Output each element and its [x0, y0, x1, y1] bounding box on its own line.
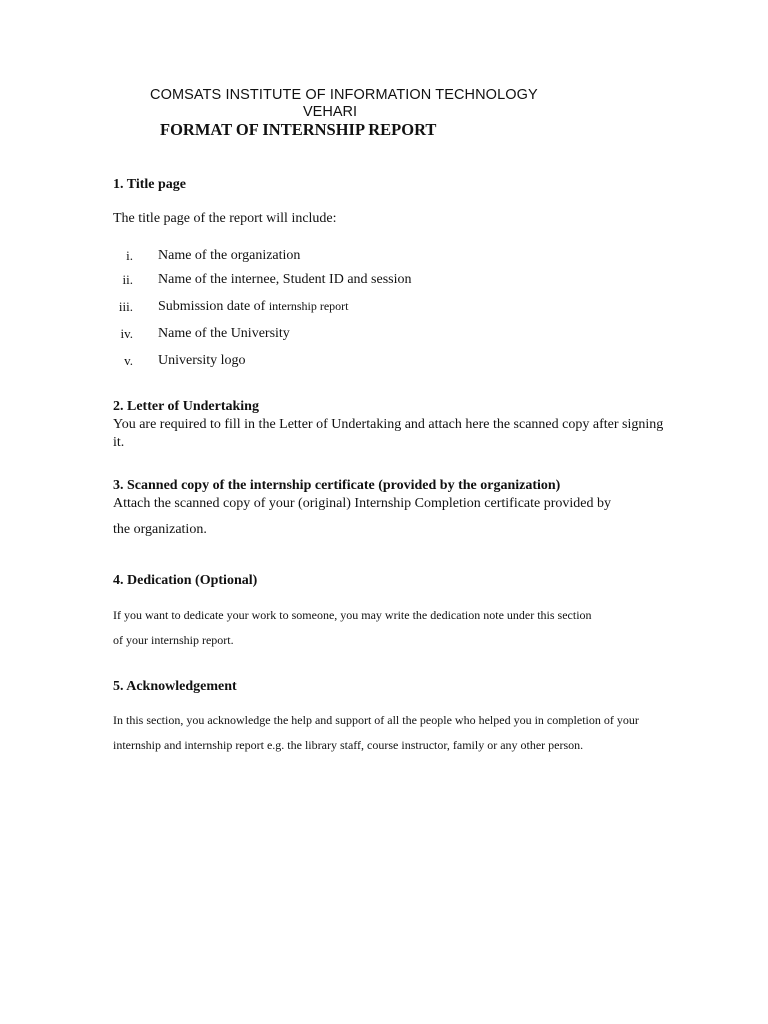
section-heading-letter: 2. Letter of Undertaking	[113, 399, 259, 414]
list-number: ii.	[122, 272, 133, 287]
list-text-main: Submission date of	[158, 299, 266, 314]
section-heading-certificate: 3. Scanned copy of the internship certificate (provided by the organization)	[113, 478, 561, 493]
list-number: v.	[124, 353, 133, 368]
list-text	[158, 299, 349, 315]
document-title: FORMAT OF INTERNSHIP REPORT	[160, 120, 437, 139]
institution-name: COMSATS INSTITUTE OF INFORMATION TECHNOLOGY	[150, 87, 538, 103]
list-number: iii.	[118, 299, 133, 314]
list-text: Name of the University	[158, 326, 290, 341]
certificate-line-1: Attach the scanned copy of your (original) Internship Completion certificate provided by	[113, 496, 612, 511]
list-text: University logo	[158, 353, 246, 368]
title-page-intro: The title page of the report will include:	[113, 211, 337, 226]
list-text: Name of the organization	[158, 248, 301, 263]
section-heading-title-page: 1. Title page	[113, 177, 186, 192]
dedication-body: If you want to dedicate your work to someone, you may write the dedication note under this section of your internship report.	[113, 608, 592, 647]
list-number: iv.	[120, 326, 133, 341]
list-number: i.	[126, 248, 133, 263]
section-heading-acknowledgement: 5. Acknowledgement	[113, 679, 237, 694]
section-heading-dedication: 4. Dedication (Optional)	[113, 573, 258, 588]
letter-body: You are required to fill in the Letter of Undertaking and attach here the scanned copy after signing it.	[113, 417, 664, 450]
institution-city: VEHARI	[303, 104, 357, 120]
list-text: Name of the internee, Student ID and session	[158, 272, 412, 287]
list-text-small: internship report	[268, 299, 349, 313]
certificate-line-2: the organization.	[113, 522, 207, 537]
acknowledgement-body: In this section, you acknowledge the help and support of all the people who helped you in completion of your internship and internship report e.g. the library staff, course instructor, family or any other person.	[113, 713, 639, 752]
